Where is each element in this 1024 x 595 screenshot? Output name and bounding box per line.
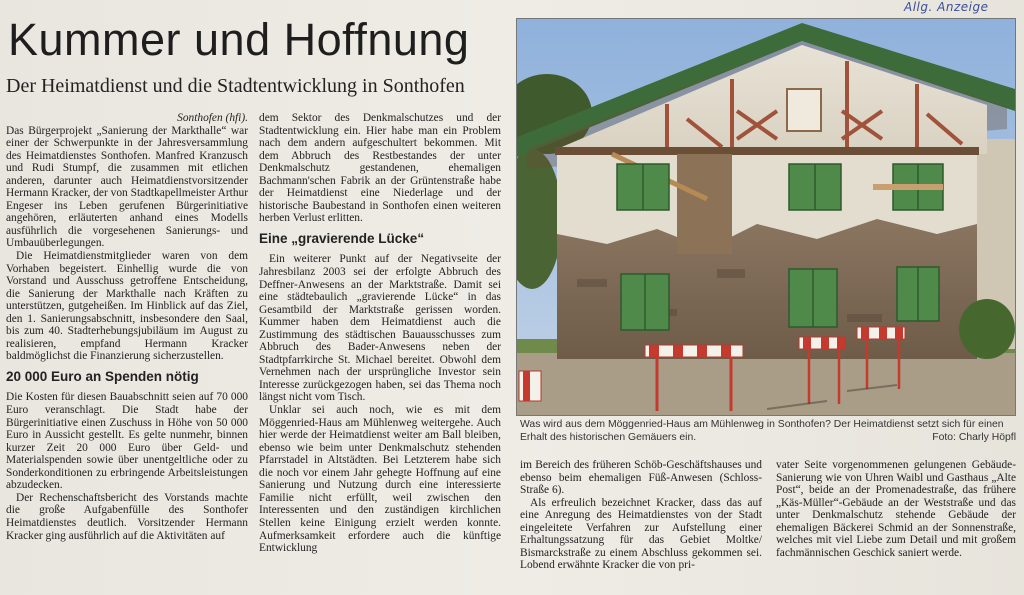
photo-credit: Foto: Charly Höpfl xyxy=(932,431,1016,443)
headline: Kummer und Hoffnung xyxy=(8,14,470,65)
paragraph: Der Rechenschaftsbericht des Vorstands machte die große Aufgabenfülle des Sonthofer Heimatdienstes deutlich. Vorsitzender Hermann Kracker ging ausführlich auf die Aktivitäten auf xyxy=(6,491,248,542)
house-illustration xyxy=(517,19,1015,415)
section-heading: 20 000 Euro an Spenden nötig xyxy=(6,368,199,384)
paragraph: Unklar sei auch noch, wie es mit dem Möggenried-Haus am Mühlenweg weitergehe. Auch hier werde der Heimatdienst weiter am Ball bleiben, ebenso wie beim unter Denkmalschutz stehenden Pfarrstadel in Altstädten. Bei Letzterem habe sich die noch vor einem Jahr gehegte Hoffnung auf eine Sanierung und Nutzung durch eine interessierte Familie nicht erfüllt, weil zwischen den Interessenten und den zuständigen kirchlichen Stellen keine Einigung erzielt werden konnte. Aufmerksamkeit erfordere auch die künftige Entwicklung xyxy=(259,404,501,555)
paragraph: im Bereich des früheren Schöb-Geschäftshauses und ebenso beim ehemaligen Füß-Anwesen (Schloss-Straße 6). xyxy=(520,459,762,497)
paragraph: Die Heimatdienstmitglieder waren von dem Vorhaben begeistert. Einhellig wurde die von Vorstand und Ausschuss getroffene Entscheidung, die Sanierung der Markthalle nach Kräften zu unterstützen, gutgeheißen. Im Hinblick auf das Ziel, den 1. Sanierungsabschnitt, insbesondere den Saal, bis zum 40. Stadterhebungsjubiläum im August zu realisieren, empfand Hermann Kracker baldmöglichst die Finanzierung sicherzustellen. xyxy=(6,250,248,363)
paragraph: Das Bürgerprojekt „Sanierung der Markthalle“ war einer der Schwerpunkte in der Jahresversammlung des Heimatdienstes Sonthofen. Manfred Kranzusch und Rudi Stumpf, die zusammen mit etlichen anderen, darunter auch Heimatdienstvorsitzender Hermann Kracker, der von Stadtkapellmeister Arthur Engeser ins Leben gerufenen Bürgerinitiative angehören, erläuterten anhand eines Modells ausführlich die vorgesehenen Sanierungs- und Umbauüberlegungen. xyxy=(6,124,248,250)
section-heading: Eine „gravierende Lücke“ xyxy=(259,230,425,246)
article-column-4 xyxy=(776,459,1016,579)
paragraph: vater Seite vorgenommenen gelungenen Gebäude-Sanierung wie von Uhren Waibl und Gasthaus „Alte Post“, beide an der Promenadestraße, das frühere „Käs-Müller“-Gebäude an der Weststraße und das unter Denkmalschutz stehende Gebäude der ehemaligen Bäckerei Schmid an der Sonnenstraße, welches mit viel Liebe zum Detail und mit großem fachmännischen Geschick saniert werde. xyxy=(776,459,1016,559)
paragraph: Als erfreulich bezeichnet Kracker, dass das auf eine Anregung des Heimatdienstes von der Stadt eingeleitete Verfahren zur Aufstellung einer Erhaltungssatzung für das Gebiet Moltke/ Bismarckstraße zu einem Abschluss gekommen sei. Lobend erwähnte Kracker die von pri- xyxy=(520,496,762,572)
article-column-1 xyxy=(6,112,248,582)
photo-caption xyxy=(520,419,1016,444)
handwritten-note: Allg. Anzeige xyxy=(904,0,989,14)
article-column-2 xyxy=(259,112,501,582)
article-column-3 xyxy=(520,459,762,579)
paragraph: Die Kosten für diesen Bauabschnitt seien auf 70 000 Euro veranschlagt. Die Stadt habe der Bürgerinitiative einen Zuschuss in Höhe von 50 000 Euro in Aussicht gestellt. Es gelte nunmehr, binnen kurzer Zeit 20 000 Euro über Geld- und Materialspenden sowie über unentgeltliche oder zu Sonderkonditionen zu erbringende Arbeitsleistungen abzudecken. xyxy=(6,391,248,492)
source-line: Sonthofen (hfi). xyxy=(177,112,248,124)
paragraph: Ein weiterer Punkt auf der Negativseite der Jahresbilanz 2003 sei der erfolgte Abbruch des Deffner-Anwesens an der Marktstraße. Damit sei eine städtebaulich „gravierende Lücke“ in das Gesamtbild der Marktstraße gerissen worden. Kummer haben dem Heimatdienst auch die Zustimmung des städtischen Bauausschusses zum Abbruch des Bader-Anwesens neben der Stadtpfarrkirche St. Michael bereitet. Obwohl dem Vernehmen nach der ursprüngliche Investor sein Interesse zurückgezogen haben, sei das Thema noch längst nicht vom Tisch. xyxy=(259,253,501,404)
subheadline: Der Heimatdienst und die Stadtentwicklung in Sonthofen xyxy=(6,75,465,97)
paragraph: dem Sektor des Denkmalschutzes und der Stadtentwicklung ein. Hier habe man ein Problem nach dem andern aufgeschultert bekommen. Mit dem Abbruch des Restbestandes der unter Denkmalschutz gestandenen, ehemaligen Bachmann'schen Fabrik an der Grüntenstraße habe der Heimatdienst eine Niederlage und der historische Baubestand in Sonthofen einen weiteren herben Verlust erlitten. xyxy=(259,112,501,225)
caption-text: Was wird aus dem Möggenried-Haus am Mühlenweg in Sonthofen? Der Heimatdienst setzt sich für einen Erhalt des historischen Gemäuers ein. xyxy=(520,419,1004,443)
house-photo xyxy=(516,18,1016,416)
